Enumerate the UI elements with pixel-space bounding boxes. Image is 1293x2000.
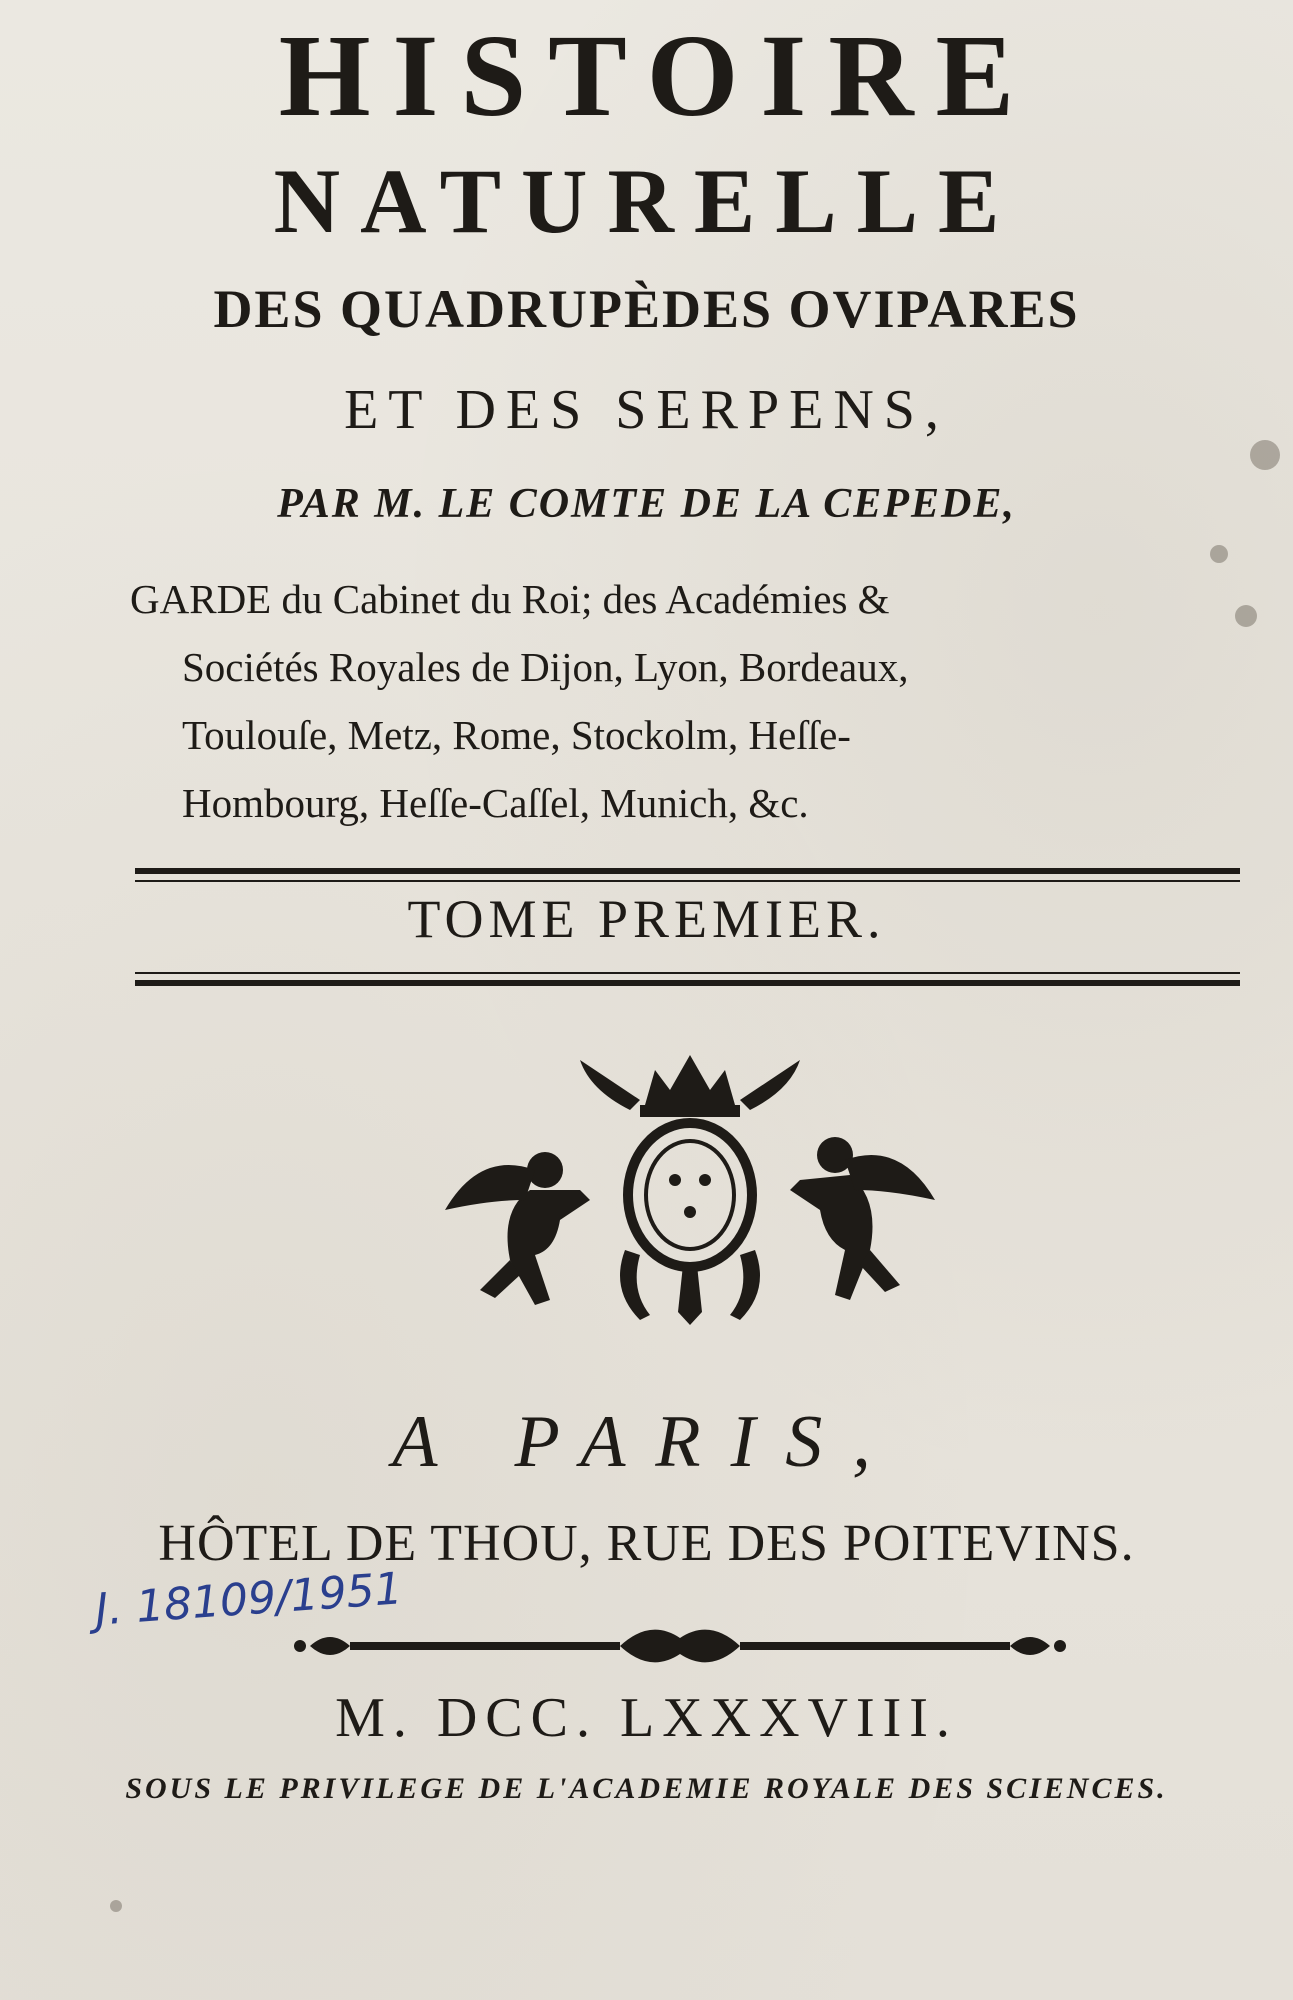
foxing-spot: [1210, 545, 1228, 563]
handwritten-shelfmark: J. 18109/1951: [93, 1563, 405, 1636]
publisher-address: HÔTEL DE THOU, RUE DES POITEVINS.: [158, 1515, 1135, 1572]
affiliation-line: Sociétés Royales de Dijon, Lyon, Bordeaux,: [182, 644, 909, 690]
author-affiliations: [130, 565, 1240, 837]
author-line: PAR M. LE COMTE DE LA CEPEDE,: [277, 481, 1016, 527]
volume-label: TOME PREMIER.: [407, 889, 886, 949]
fleuron-ornament-icon: [290, 1618, 1070, 1674]
publication-date: M. DCC. LXXXVIII.: [335, 1687, 958, 1749]
title-histoire: HISTOIRE: [278, 10, 1037, 141]
subtitle-quadrupedes: DES QUADRUPÈDES OVIPARES: [213, 279, 1080, 339]
foxing-spot: [1250, 440, 1280, 470]
double-rule-bottom: [135, 980, 1240, 986]
subtitle-serpens: ET DES SERPENS,: [344, 379, 949, 441]
foxing-spot: [110, 1900, 122, 1912]
title-naturelle: NATURELLE: [273, 150, 1020, 252]
affiliation-line: Hombourg, Heſſe-Caſſel, Munich, &c.: [182, 780, 809, 826]
double-rule-top: [135, 868, 1240, 874]
publication-place: A PARIS,: [392, 1401, 901, 1483]
double-rule-top-thin: [135, 880, 1240, 882]
royal-coat-of-arms-icon: [440, 1050, 940, 1340]
affiliation-line: Toulouſe, Metz, Rome, Stockolm, Heſſe-: [182, 712, 851, 758]
double-rule-bottom-thin: [135, 972, 1240, 974]
privilege-statement: SOUS LE PRIVILEGE DE L'ACADEMIE ROYALE DES SCIENCES.: [125, 1772, 1168, 1805]
affiliation-line: GARDE du Cabinet du Roi; des Académies &: [130, 576, 890, 622]
